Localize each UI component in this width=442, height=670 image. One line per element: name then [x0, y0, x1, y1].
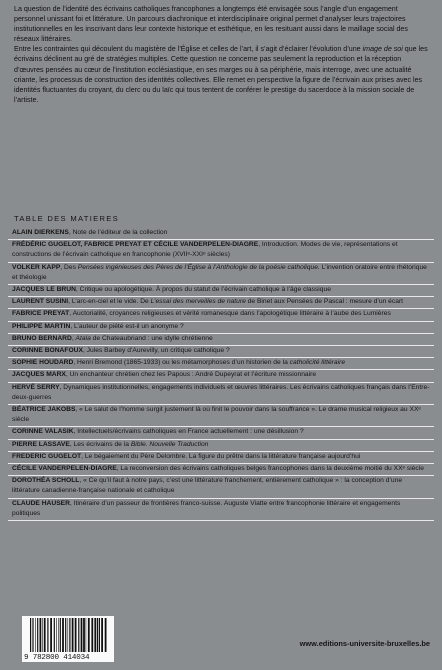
toc-author: JACQUES MARX	[12, 371, 66, 379]
toc-author: BRUNO BERNARD	[12, 334, 72, 342]
toc-author: JACQUES LE BRUN	[12, 286, 76, 294]
isbn-number: 9 782800 414034	[24, 654, 90, 662]
toc-text: , Dynamiques institutionnelles, engagements individuels et œuvres littéraires. Les écrivains catholiques français dans l’Entre-deux-guerres	[12, 383, 430, 401]
toc-italic-title: L’essai des merveilles de nature	[150, 298, 246, 306]
toc-entry	[8, 476, 434, 498]
toc-text: , « Le salut de l’homme surgit justement là où finit le pouvoir dans la souffrance ». Le drame musical religieux au XXᵉ siècle	[12, 406, 421, 424]
toc-text: , Des	[60, 263, 78, 271]
toc-author: BÉATRICE JAKOBS	[12, 406, 76, 414]
toc-entry	[8, 383, 434, 405]
barcode-bars-icon	[22, 616, 114, 654]
table-of-contents	[8, 228, 434, 521]
toc-text: , Introduction. Modes de vie, représentations et constructions de l’écrivain catholique en francophonie (XVIIᵉ-XXIᵉ siècles)	[12, 241, 398, 259]
toc-author: FRÉDÉRIC GUGELOT, FABRICE PREYAT ET CÉCILE VANDERPELEN-DIAGRE	[12, 241, 259, 249]
toc-text: ,	[71, 334, 76, 342]
toc-author: CORINNE BONAFOUX	[12, 347, 83, 355]
toc-text: L’invention oratoire entre rhétorique et théologie	[12, 263, 427, 281]
toc-text: , Note de l’éditeur de la collection	[68, 229, 168, 236]
toc-text: , « Ce qu’il faut à notre pays, c’est une littérature franchement, entièrement catholique » : la conception d’une littérature canadienne-française nationale et catholique	[12, 477, 403, 495]
toc-entry	[8, 346, 434, 358]
toc-italic-title: Bible. Nouvelle Traduction	[130, 440, 209, 448]
toc-entry	[8, 228, 434, 240]
publisher-website[interactable]: www.editions-universite-bruxelles.be	[299, 639, 430, 648]
toc-text: , Le bégaiement du Père Delombre. La figure du prêtre dans la littérature française aujourd’hui	[81, 452, 361, 460]
toc-entry	[8, 358, 434, 370]
back-cover-summary	[14, 4, 430, 105]
toc-text: , La reconversion des écrivains catholiques belges francophones dans la deuxième moitié du XXᵉ siècle	[116, 465, 424, 473]
toc-entry	[8, 427, 434, 439]
toc-author: ALAIN DIERKENS	[12, 229, 69, 236]
toc-author: CLAUDE HAUSER	[12, 499, 70, 507]
toc-italic-title: Atala	[75, 334, 91, 342]
toc-author: VOLKER KAPP	[12, 263, 61, 271]
toc-author: LAURENT SUSINI	[12, 298, 69, 306]
toc-entry	[8, 240, 434, 262]
toc-text: , Un enchanteur chrétien chez les Papous : André Dupeyrat et l’écriture missionnaire	[65, 371, 317, 379]
toc-entry	[8, 322, 434, 334]
toc-author: DOROTHÉA SCHOLL	[12, 477, 80, 485]
toc-entry	[8, 464, 434, 476]
toc-author: FREDERIC GUGELOT	[12, 452, 82, 460]
toc-entry	[8, 297, 434, 309]
toc-entry	[8, 285, 434, 297]
toc-author: FABRICE PREYAT	[12, 310, 70, 318]
toc-text: , Les écrivains de la	[69, 440, 131, 448]
toc-heading: TABLE DES MATIERES	[14, 214, 119, 223]
toc-author: CÉCILE VANDERPELEN-DIAGRE	[12, 465, 117, 473]
toc-entry	[8, 405, 434, 427]
barcode	[22, 616, 114, 662]
toc-author: HERVÉ SERRY	[12, 383, 60, 391]
toc-entry	[8, 452, 434, 464]
toc-text: , Jules Barbey d’Aurevilly, un critique catholique ?	[82, 347, 230, 355]
toc-author: PHILIPPE MARTIN	[12, 322, 71, 330]
toc-entry	[8, 263, 434, 285]
toc-text: de Binet aux Pensées de Pascal : mesure d’un écart	[245, 298, 404, 306]
toc-text: , Intellectuels/écrivains catholiques en France actuellement : une désillusion ?	[73, 428, 304, 436]
toc-text: , Henri Bremond (1865-1933) ou les métamorphoses d’un historien de la	[73, 359, 290, 367]
summary-paragraph-1: La question de l’identité des écrivains catholiques francophones a longtemps été envisagée sous l’angle d’un engagement personnel unissant foi et littérature. Un parcours diachronique et interdisciplinaire original permet d’analyser leurs trajectoires institutionnelles en les inscrivant dans leur contexte historique et esthétique, en les resituant aussi dans le maillage social des réseaux littéraires.	[14, 5, 408, 44]
summary-paragraph-2: Entre les contraintes qui découlent du magistère de l’Église et celles de l’art, il s’agit d’éclairer l’évolution d’une image de soi que les écrivains déclinent au gré de stratégies multiples. Cette question ne concerne pas seulement la reproduction et la réception d’œuvres pensées au cœur de l’institution ecclésiastique, en ses marges ou à sa périphérie, mais interroge, avec une actualité criante, les processus de construction des identités collectives. Elle remet en perspective la figure de l’écrivain aux prises avec les identités fluctuantes du croyant, du clerc ou du laïc qui tous tentent de conférer le prestige du sacerdoce à la mission sociale de l’artiste.	[14, 45, 428, 104]
toc-author: SOPHIE HOUDARD	[12, 359, 74, 367]
toc-text: de Chateaubriand : une idylle chrétienne	[90, 334, 213, 342]
toc-text: , Itinéraire d’un passeur de frontières franco-suisse. Auguste Viatte entre francophonie littéraire et engagements politiques	[12, 499, 401, 517]
toc-author: CORINNE VALASIK	[12, 428, 74, 436]
toc-text: , L’arc-en-ciel et le vide. De	[68, 298, 151, 306]
toc-text: , Critique ou apologétique. À propos du statut de l’écrivain catholique à l’âge classique	[75, 286, 331, 294]
toc-italic-title: catholicité littéraire	[289, 359, 346, 367]
toc-entry	[8, 370, 434, 382]
toc-entry	[8, 309, 434, 321]
toc-entry	[8, 499, 434, 521]
toc-author: PIERRE LASSAVE	[12, 440, 70, 448]
toc-text: , L’auteur de piété est-il un anonyme ?	[70, 322, 184, 330]
toc-entry	[8, 334, 434, 346]
toc-text: , Auctorialité, croyances religieuses et vérité romanesque dans l’apologétique littéraire à l’aube des Lumières	[69, 310, 391, 318]
toc-italic-title: Pensées ingénieuses des Pères de l’Église à l’Anthologie de la poésie catholique.	[77, 263, 320, 271]
toc-entry	[8, 440, 434, 452]
